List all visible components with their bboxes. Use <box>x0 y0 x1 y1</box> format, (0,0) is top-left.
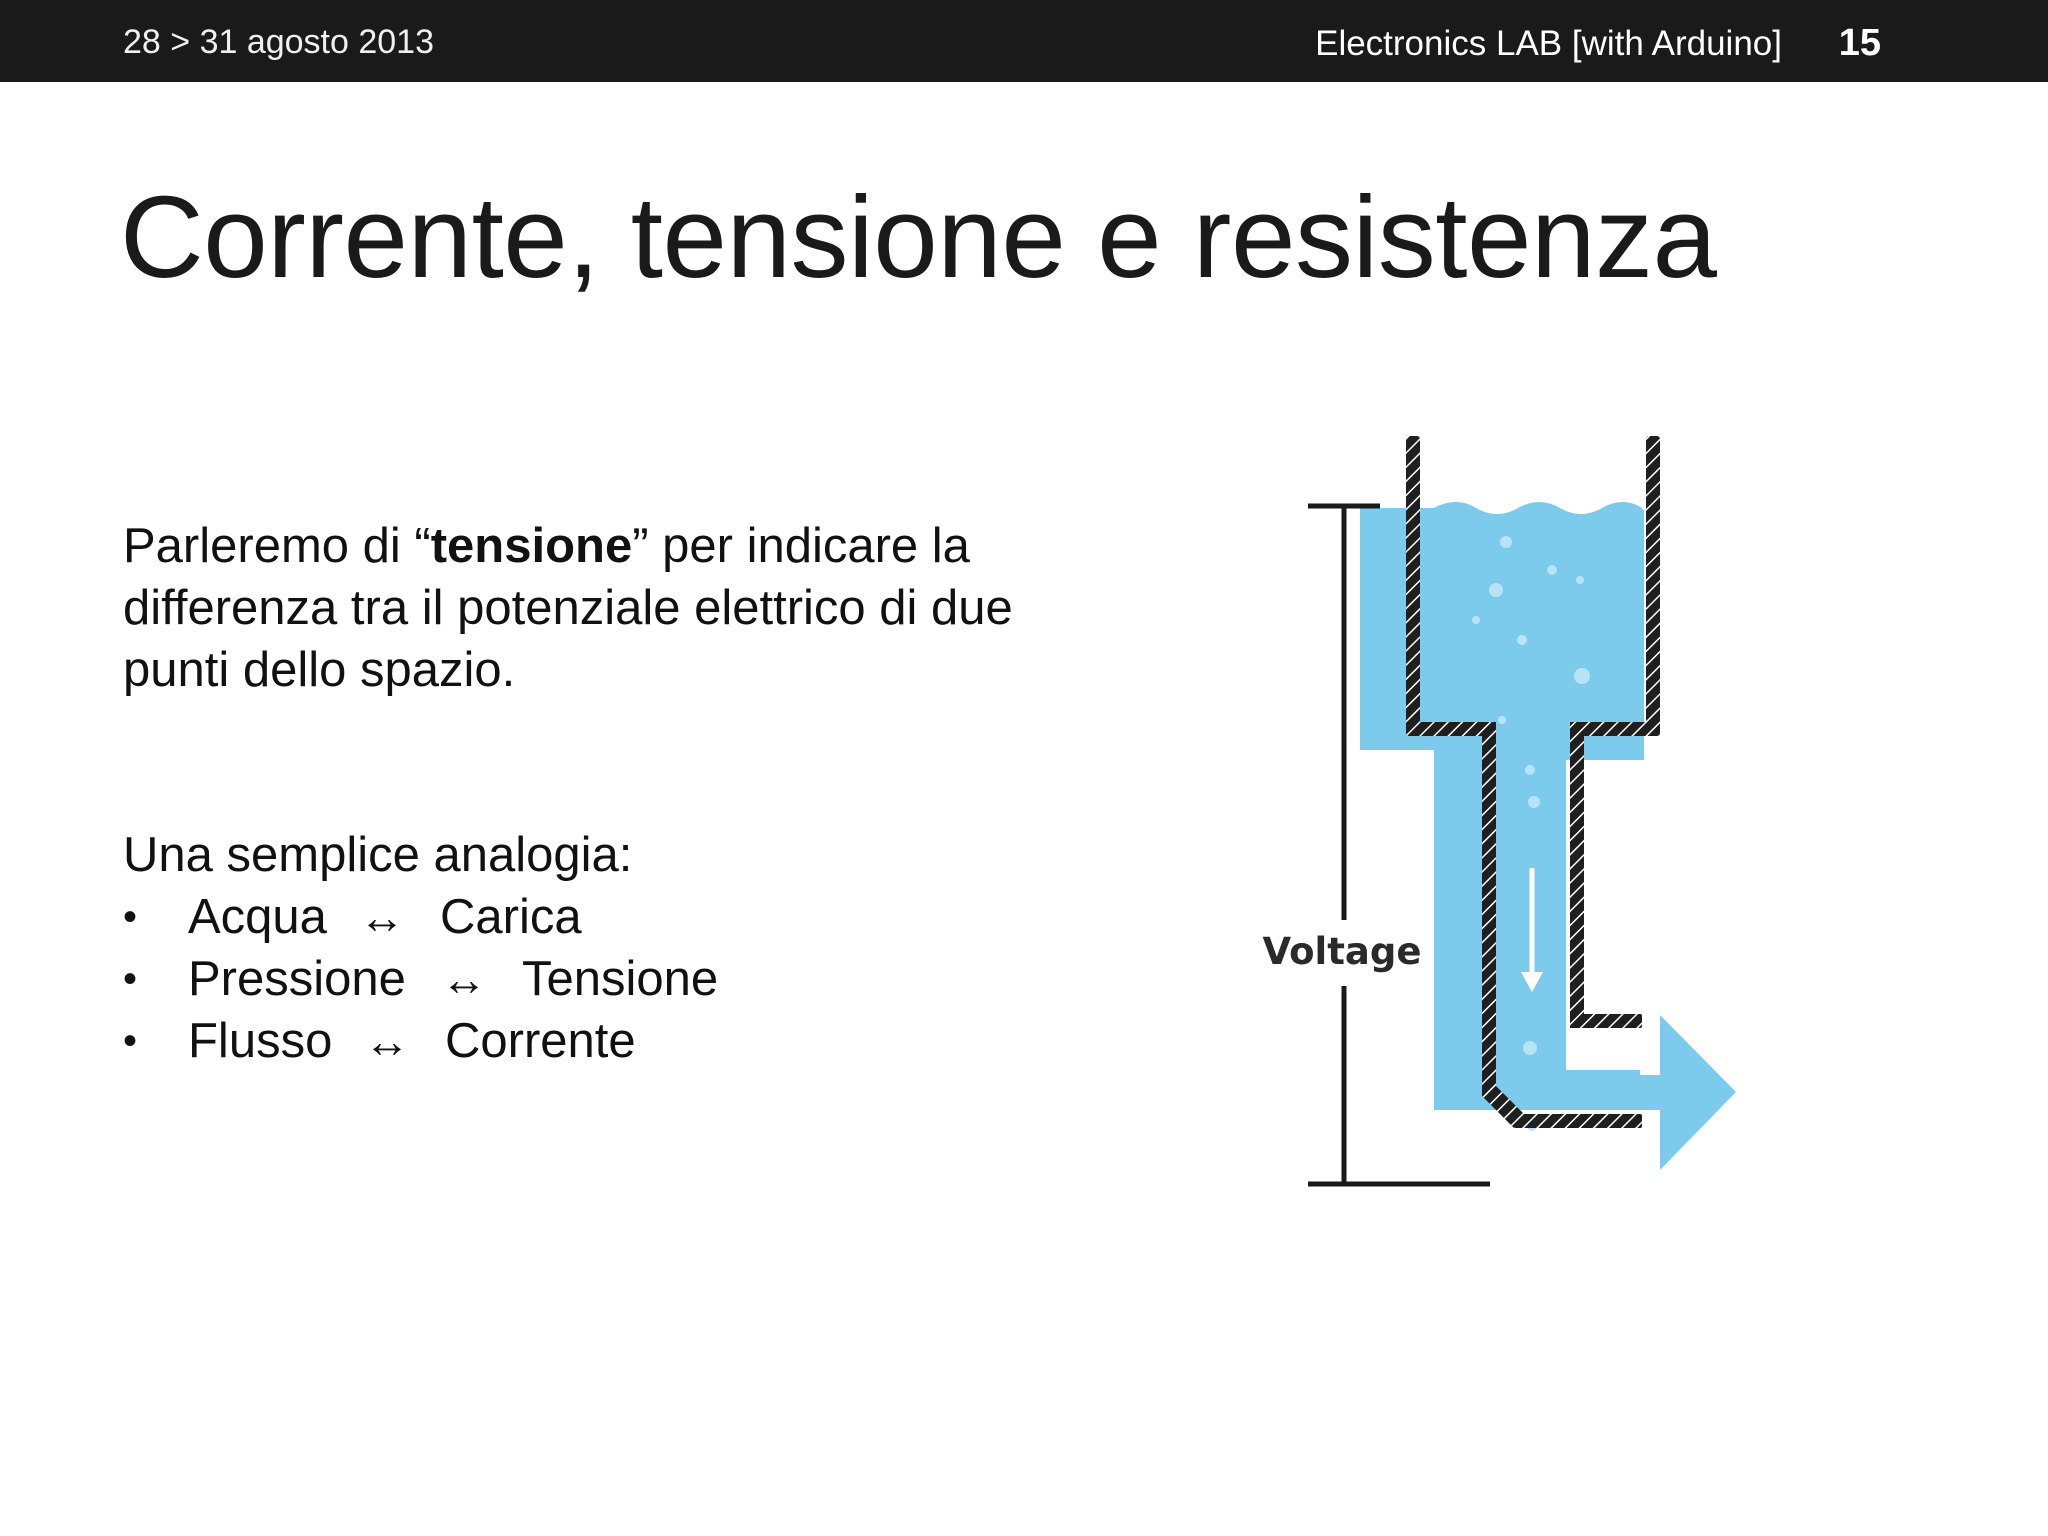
double-arrow-icon: ↔ <box>441 953 487 1005</box>
bubble <box>1489 583 1503 597</box>
slide-title: Corrente, tensione e resistenza <box>120 172 1717 302</box>
header-date: 28 > 31 agosto 2013 <box>123 23 434 61</box>
analogy-term: Flusso <box>188 1014 333 1068</box>
double-arrow-icon: ↔ <box>364 1015 410 1067</box>
analogy-term: Pressione <box>188 952 406 1006</box>
bullet-icon: • <box>123 957 138 1001</box>
analogy-equivalent: Corrente <box>445 1014 636 1068</box>
header-course-title: Electronics LAB [with Arduino] <box>1315 24 1782 63</box>
analogy-term: Acqua <box>188 890 327 944</box>
bubble <box>1547 565 1557 575</box>
water-reservoir <box>1436 504 1644 760</box>
paragraph-text-end: ” per indicare la differenza tra il potenziale elettrico di due punti dello spazio. <box>123 519 1013 697</box>
analogy-intro: Una semplice analogia: <box>123 828 633 882</box>
bubble <box>1528 796 1540 808</box>
bullet-icon: • <box>123 895 138 939</box>
bubble <box>1472 616 1480 624</box>
analogy-equivalent: Tensione <box>522 952 719 1006</box>
bullet-icon: • <box>123 1019 138 1063</box>
double-arrow-icon: ↔ <box>359 891 405 943</box>
bubble <box>1576 576 1584 584</box>
paragraph-text-start: Parleremo di “ <box>123 519 431 573</box>
water-pressure-diagram <box>1240 420 1760 1200</box>
analogy-equivalent: Carica <box>440 890 582 944</box>
bubble <box>1574 668 1590 684</box>
water-channel <box>1518 760 1558 1080</box>
paragraph-bold-term: tensione <box>430 519 633 573</box>
page-number: 15 <box>1838 22 1881 64</box>
bubble <box>1498 716 1506 724</box>
bubble <box>1525 765 1535 775</box>
bubble <box>1500 536 1512 548</box>
voltage-label: Voltage <box>1262 930 1422 973</box>
header-bar <box>0 0 2048 82</box>
bubble <box>1517 635 1527 645</box>
tension-definition-paragraph <box>123 515 1083 701</box>
bubble <box>1523 1041 1537 1055</box>
